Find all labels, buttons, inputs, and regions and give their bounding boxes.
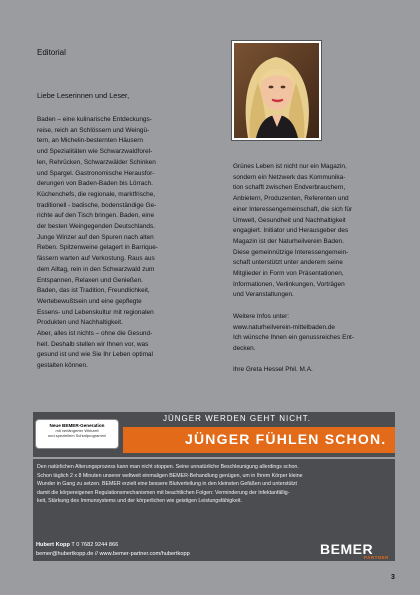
text-line: Ich wünsche Ihnen ein genussreiches Ent-: [233, 334, 354, 342]
text-line: Entspannen, Relaxen und Genießen.: [37, 276, 143, 284]
ad-slogan: JÜNGER WERDEN GEHT NICHT.: [163, 414, 311, 423]
contact-phone: T 0 7682 9244 866: [71, 542, 119, 548]
ad-copy-line: Den natürlichen Alterungsprozess kann man nicht stoppen. Seine unnatürliche Beschleunigung allerdings schon.: [37, 464, 299, 470]
ad-headline: JÜNGER FÜHLEN SCHON.: [185, 431, 387, 447]
text-line: Magazin ist der Naturheilverein Baden.: [233, 237, 344, 245]
text-line: Diese gemeinnützige Interessengemein-: [233, 248, 349, 256]
bemer-logo: [320, 541, 390, 561]
text-line: tion schafft zwischen Endverbrauchern,: [233, 184, 346, 192]
promo-line: mit verlängerter Wirkzeit: [55, 428, 99, 433]
author-portrait: [232, 41, 321, 140]
text-line: Grünes Leben ist nicht nur ein Magazin,: [233, 163, 347, 170]
text-line: Essens- und Lebenskultur mit regionalen: [37, 308, 154, 316]
logo-word: BEMER: [320, 541, 374, 557]
text-line: Informationen, Verlinkungen, Vorträgen: [233, 280, 345, 288]
text-line: der besten Weingegenden Deutschlands.: [37, 223, 155, 231]
logo-sub: PARTNER: [364, 555, 389, 560]
text-line: schaft unterstützt unter anderem seine: [233, 259, 343, 267]
text-line: gesund ist und wie Sie Ihr Leben optimal: [37, 351, 153, 359]
text-line: Wertebewußtsein und eine gepflegte: [37, 297, 142, 305]
text-line: tern, an Michelin-besternten Häusern: [37, 137, 143, 145]
text-line: derungen von Baden-Baden bis Lörrach.: [37, 180, 153, 188]
text-line: reise, reich an Schlössern und Weingü-: [37, 126, 150, 134]
ad-copy-line: keit, Stärkung des Immunsystems und der körperlichen wie geistigen Leistungsfähigkeit.: [37, 498, 242, 505]
text-line: sondern ein Netzwerk das Kommunika-: [233, 173, 346, 181]
bemer-advertisement: [33, 412, 395, 561]
ad-body: [33, 459, 395, 561]
text-line: heit. Deshalb stellen wir Ihnen vor, was: [37, 340, 149, 348]
paragraph-gap: [233, 355, 387, 366]
editorial-column-left: [37, 115, 196, 372]
contact-web[interactable]: bemer@hubertkopp.de // www.bemer-partner.com/hubertkopp: [36, 550, 190, 557]
text-line: einer Interessengemeinschaft, die sich für: [233, 205, 353, 213]
text-line: Mitglieder in Form von Präsentationen,: [233, 270, 344, 278]
promo-line: und speziellem Schlafprogramm!: [47, 433, 107, 438]
text-line: engagiert. Initiator und Herausgeber des: [233, 227, 349, 235]
text-line: Baden, das ist Tradition, Freundlichkeit,: [37, 287, 150, 295]
text-line: dem Alltag, rein in den Schwarzwald zum: [37, 265, 155, 273]
ad-copy-line: Schon täglich 2 x 8 Minuten unserer weltweit einmaligen BEMER-Behandlung genügen, um in Ihrem Körper kleine: [37, 472, 303, 479]
ad-copy-line: Wunder in Gang zu setzen. BEMER erzielt eine bessere Blutverteilung in den kleinsten Gefäßen und unterstützt: [37, 481, 297, 488]
editorial-column-right: [233, 162, 387, 376]
text-line: Produkten und Nachhaltigkeit.: [37, 319, 123, 327]
text-line: len, Rehrücken, Schwarzwälder Schinken: [37, 158, 156, 166]
ad-copy: [37, 463, 392, 506]
ad-headline-banner: [123, 427, 395, 453]
text-line: traditionell - badische, bodenständige Ge-: [37, 201, 157, 209]
text-line: fässern warten auf Verkostung. Raus aus: [37, 255, 155, 263]
signature: Ihre Greta Hessel Phil. M.A.: [233, 366, 313, 374]
contact-line: [36, 541, 190, 550]
text-line: Reben. Spitzenweine gelagert in Barrique-: [37, 244, 158, 252]
promo-badge-text: [40, 423, 114, 438]
website-link[interactable]: www.naturheilverein-mittelbaden.de: [233, 323, 335, 331]
text-line: Anbietern, Produzenten, Referenten und: [233, 195, 349, 203]
contact-info: [36, 541, 190, 559]
text-line: decken.: [233, 344, 256, 352]
page-number: 3: [391, 574, 395, 581]
ad-copy-line: damit die körpereigenen Regulationsmechanismen mit beachtlichen Folgen: Verminderung der Infektanfällig-: [37, 489, 290, 496]
ad-header: [33, 412, 395, 457]
text-line: Junge Winzer auf den Spuren nach alten: [37, 233, 154, 241]
text-line: richte auf den Tisch bringen. Baden, eine: [37, 212, 155, 220]
paragraph-gap: [233, 301, 387, 312]
text-line: Umwelt, Gesundheit und Nachhaltigkeit: [233, 216, 346, 224]
text-line: Baden – eine kulinarische Entdeckungs-: [37, 116, 152, 123]
text-line: Küchenchefs, die regionale, marktfrische,: [37, 190, 156, 198]
text-line: und Spezialitäten wie Schwarzwaldforel-: [37, 148, 153, 156]
text-line: Aber, alles ist nichts – ohne die Gesund-: [37, 330, 153, 338]
promo-badge: [36, 420, 118, 448]
editorial-header: Editorial: [37, 48, 66, 57]
contact-name: Hubert Kopp: [36, 542, 70, 548]
portrait-image: [234, 43, 319, 138]
text-line: und Spargel. Gastronomische Herausfor-: [37, 169, 155, 177]
greeting: Liebe Leserinnen und Leser,: [37, 91, 130, 100]
text-line: Weitere Infos unter:: [233, 312, 290, 320]
text-line: gestalten können.: [37, 362, 88, 370]
promo-line: Neue BEMER-Generation: [49, 423, 105, 428]
text-line: und Veranstaltungen.: [233, 291, 294, 299]
